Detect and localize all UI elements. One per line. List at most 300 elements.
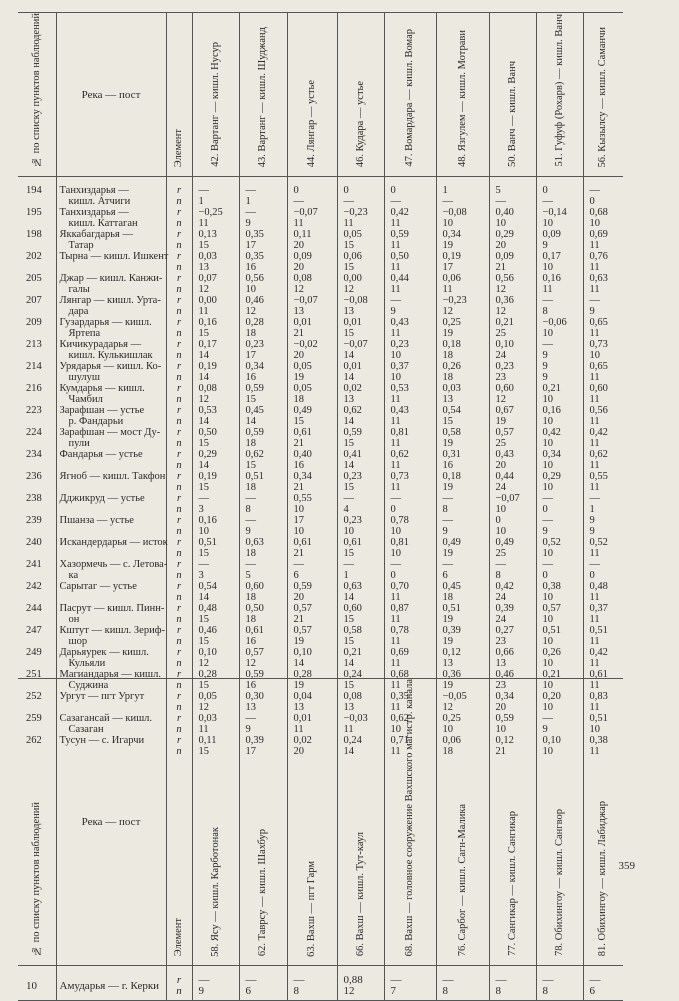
value-cell: 12 — [489, 306, 536, 317]
value-cell: 0,02 — [287, 735, 337, 746]
value-cell: 0,76 — [583, 251, 623, 262]
value-cell: 19 — [436, 328, 489, 339]
value-cell: 14 — [192, 372, 239, 383]
element-cell: r — [166, 735, 192, 746]
element-cell: r — [166, 317, 192, 328]
value-cell: 10 — [489, 504, 536, 515]
value-cell: 0,34 — [489, 691, 536, 702]
value-cell: — — [239, 185, 287, 196]
element-cell: n — [166, 724, 192, 735]
value-cell: −0,07 — [287, 207, 337, 218]
header-num: № по списку пунктов наблюдений — [18, 13, 56, 177]
value-cell: 0,60 — [489, 383, 536, 394]
value-cell: 0,03 — [192, 251, 239, 262]
value-cell: 0,59 — [337, 427, 384, 438]
value-cell: 9 — [536, 372, 583, 383]
value-cell: 10 — [489, 724, 536, 735]
header-station: 66. Вахш — кишл. Тут-каул — [337, 679, 384, 966]
table-row — [18, 504, 623, 515]
value-cell: 0,54 — [192, 581, 239, 592]
value-cell: 0,06 — [436, 735, 489, 746]
value-cell: 12 — [192, 658, 239, 669]
value-cell: 9 — [583, 515, 623, 526]
value-cell: 18 — [436, 746, 489, 757]
value-cell: 11 — [192, 306, 239, 317]
river-post: Сарытаг — устье — [56, 581, 166, 592]
value-cell: — 8 — [489, 972, 536, 1001]
row-number — [18, 262, 56, 273]
row-number: 251 — [26, 669, 42, 681]
value-cell: — — [583, 185, 623, 196]
table-row — [18, 548, 623, 559]
row-number — [18, 350, 56, 361]
element-cell: n — [166, 592, 192, 603]
value-cell: 11 — [287, 724, 337, 735]
river-post: Кичикурадарья — — [56, 339, 166, 350]
table-row — [18, 526, 623, 537]
value-cell: 0,56 — [489, 273, 536, 284]
value-cell: 0,01 — [287, 317, 337, 328]
value-cell: 15 — [192, 548, 239, 559]
value-cell: 10 — [536, 548, 583, 559]
value-cell: 0,55 — [287, 493, 337, 504]
row-number: 10 — [18, 972, 56, 1001]
value-cell: 11 — [583, 240, 623, 251]
value-cell: — 6 — [239, 972, 287, 1001]
value-cell: 0,59 — [384, 229, 436, 240]
element-cell: r — [166, 713, 192, 724]
value-cell: 0,03 — [192, 713, 239, 724]
header-station: 58. Ясу — кишл. Карботонак — [192, 679, 239, 966]
value-cell: 0,29 — [192, 449, 239, 460]
value-cell: 9 — [583, 526, 623, 537]
value-cell: 14 — [192, 350, 239, 361]
element-cell: r — [166, 581, 192, 592]
value-cell: 25 — [489, 328, 536, 339]
table-row — [18, 471, 623, 482]
value-cell: 20 — [287, 350, 337, 361]
value-cell: 13 — [489, 658, 536, 669]
value-cell: 12 — [192, 702, 239, 713]
value-cell: 0,48 — [583, 581, 623, 592]
value-cell: 20 — [287, 592, 337, 603]
table-row — [18, 240, 623, 251]
value-cell: 11 — [384, 614, 436, 625]
value-cell: 9 — [583, 306, 623, 317]
value-cell: 24 — [489, 350, 536, 361]
value-cell: — — [536, 713, 583, 724]
header-station: 56. Кызылсу — кишл. Саманчи — [583, 13, 623, 177]
element-cell: r — [166, 537, 192, 548]
value-cell: 13 — [436, 658, 489, 669]
river-post: кишл. Каттаган — [56, 218, 166, 229]
header-element: Элемент — [166, 13, 192, 177]
table-row — [18, 614, 623, 625]
value-cell: 0 — [489, 515, 536, 526]
value-cell: 11 — [192, 218, 239, 229]
value-cell: 0,68 — [384, 669, 436, 680]
table-row — [18, 339, 623, 350]
value-cell: 0,21 — [489, 317, 536, 328]
value-cell: — — [536, 493, 583, 504]
value-cell: 11 — [337, 724, 384, 735]
value-cell: 10 — [583, 724, 623, 735]
value-cell: 20 — [489, 240, 536, 251]
value-cell: 0,30 — [239, 691, 287, 702]
value-cell: 16 — [239, 262, 287, 273]
value-cell: 11 — [192, 724, 239, 735]
value-cell: 11 — [287, 218, 337, 229]
row-number: 238 — [26, 493, 42, 505]
value-cell: −0,08 — [436, 207, 489, 218]
value-cell: 20 — [287, 240, 337, 251]
value-cell: 16 — [436, 460, 489, 471]
element-cell: r — [166, 185, 192, 196]
value-cell: 11 — [583, 680, 623, 691]
value-cell: 0,05 — [337, 229, 384, 240]
value-cell: 9 — [536, 350, 583, 361]
value-cell: 0,61 — [239, 625, 287, 636]
value-cell: 0,59 — [239, 669, 287, 680]
row-number: 262 — [26, 735, 42, 747]
element-cell: r — [166, 251, 192, 262]
value-cell: 14 — [192, 592, 239, 603]
value-cell: 0,26 — [436, 361, 489, 372]
row-number: 216 — [26, 383, 42, 395]
river-post — [56, 548, 166, 559]
river-post: Дарьяурек — кишл. — [56, 647, 166, 658]
value-cell: 15 — [192, 614, 239, 625]
value-cell: 8 — [239, 504, 287, 515]
element-cell: n — [166, 570, 192, 581]
value-cell: — — [192, 559, 239, 570]
value-cell: 0,62 — [384, 713, 436, 724]
value-cell: 0,08 — [337, 691, 384, 702]
row-number: 198 — [26, 229, 42, 241]
value-cell: 0,11 — [192, 735, 239, 746]
value-cell: 0,29 — [536, 471, 583, 482]
correlation-table-top — [18, 12, 623, 757]
value-cell: 11 — [583, 482, 623, 493]
value-cell: 0,43 — [384, 405, 436, 416]
value-cell: 0,09 — [489, 251, 536, 262]
table-body — [18, 185, 623, 757]
element-cell: n — [166, 526, 192, 537]
value-cell: 0,65 — [583, 361, 623, 372]
element-cell: n — [166, 372, 192, 383]
river-post: Суджина — [56, 680, 166, 691]
value-cell: 0,81 — [384, 427, 436, 438]
value-cell: 0,00 — [192, 295, 239, 306]
river-post: Зарафшан — устье — [56, 405, 166, 416]
element-cell: n — [166, 548, 192, 559]
value-cell: 0,36 — [489, 295, 536, 306]
value-cell: 0,46 — [192, 625, 239, 636]
value-cell: 8 — [489, 570, 536, 581]
row-number: 234 — [26, 449, 42, 461]
value-cell: 14 — [287, 658, 337, 669]
value-cell: 15 — [192, 438, 239, 449]
value-cell: 0,70 — [384, 581, 436, 592]
header-station: 50. Ванч — кишл. Ванч — [489, 13, 536, 177]
value-cell: 0,48 — [192, 603, 239, 614]
header-river: Река — пост — [56, 13, 166, 177]
value-cell: 0,45 — [239, 405, 287, 416]
value-cell: 0,23 — [489, 361, 536, 372]
value-cell: — — [436, 515, 489, 526]
value-cell: — — [436, 559, 489, 570]
element-cell: n — [166, 218, 192, 229]
table-row — [18, 438, 623, 449]
value-cell: — — [489, 196, 536, 207]
value-cell: 13 — [239, 702, 287, 713]
table-row — [18, 603, 623, 614]
value-cell: 11 — [436, 284, 489, 295]
value-cell: 14 — [192, 416, 239, 427]
value-cell: 0,38 — [536, 581, 583, 592]
river-post — [56, 504, 166, 515]
element-cell: r — [166, 427, 192, 438]
value-cell: — 8 — [287, 972, 337, 1001]
row-number: 249 — [26, 647, 42, 659]
value-cell: 15 — [337, 636, 384, 647]
value-cell: 1 — [192, 196, 239, 207]
value-cell: 15 — [337, 614, 384, 625]
value-cell: 0,21 — [536, 669, 583, 680]
value-cell: 0,17 — [536, 251, 583, 262]
river-post: Ягноб — кишл. Такфон — [56, 471, 166, 482]
river-post: Ургут — пгт Ургут — [56, 691, 166, 702]
value-cell: 8 — [436, 504, 489, 515]
value-cell: 14 — [337, 460, 384, 471]
row-number — [18, 614, 56, 625]
value-cell: 0,00 — [337, 273, 384, 284]
value-cell: 0,58 — [337, 625, 384, 636]
value-cell: 11 — [583, 548, 623, 559]
value-cell: 10 — [536, 746, 583, 757]
value-cell: 16 — [287, 460, 337, 471]
value-cell: 13 — [192, 262, 239, 273]
element-cell: n — [166, 746, 192, 757]
value-cell: 11 — [384, 328, 436, 339]
value-cell: 0,31 — [436, 449, 489, 460]
value-cell: 0,49 — [489, 537, 536, 548]
value-cell: 0,25 — [436, 317, 489, 328]
value-cell: 10 — [384, 724, 436, 735]
value-cell: 0,62 — [337, 405, 384, 416]
river-post: Магиандарья — кишл. — [56, 669, 166, 680]
value-cell: 0,12 — [436, 647, 489, 658]
row-number — [18, 328, 56, 339]
river-post: Джар — кишл. Канжи- — [56, 273, 166, 284]
value-cell: 13 — [287, 702, 337, 713]
value-cell: 10 — [384, 548, 436, 559]
element-cell: n — [166, 680, 192, 691]
value-cell: 0,25 — [436, 713, 489, 724]
value-cell: 11 — [583, 460, 623, 471]
value-cell: 18 — [436, 350, 489, 361]
value-cell: 10 — [489, 218, 536, 229]
value-cell: 0,49 — [287, 405, 337, 416]
value-cell: 0,66 — [489, 647, 536, 658]
value-cell: −0,23 — [436, 295, 489, 306]
river-post: Дджикруд — устье — [56, 493, 166, 504]
value-cell: 18 — [239, 482, 287, 493]
value-cell: 10 — [536, 416, 583, 427]
value-cell: 9 — [436, 526, 489, 537]
table-row — [18, 972, 623, 1001]
value-cell: — — [583, 493, 623, 504]
header-river: Река — пост — [56, 679, 166, 966]
value-cell: 14 — [337, 372, 384, 383]
value-cell: 13 — [337, 702, 384, 713]
value-cell: 15 — [337, 438, 384, 449]
row-number: 205 — [26, 273, 42, 285]
value-cell: 10 — [536, 438, 583, 449]
value-cell: 9 — [536, 240, 583, 251]
value-cell: 0,51 — [192, 537, 239, 548]
value-cell: 0,11 — [287, 229, 337, 240]
header-station: 47. Вомардара — кишл. Вомар — [384, 13, 436, 177]
value-cell: 0,37 — [384, 361, 436, 372]
value-cell: 15 — [337, 328, 384, 339]
value-cell: 9 — [384, 306, 436, 317]
header-station: 62. Таврсу — кишл. Шахбур — [239, 679, 287, 966]
value-cell: 11 — [583, 746, 623, 757]
value-cell: 18 — [239, 438, 287, 449]
value-cell: 0,06 — [337, 251, 384, 262]
value-cell: 0,21 — [337, 647, 384, 658]
row-number: 224 — [26, 427, 42, 439]
value-cell: 0 — [287, 185, 337, 196]
value-cell: 0,10 — [489, 339, 536, 350]
page-number: 359 — [618, 860, 635, 872]
value-cell: 0,12 — [489, 735, 536, 746]
value-cell: 12 — [192, 394, 239, 405]
value-cell: 0 — [536, 185, 583, 196]
value-cell: 0,34 — [239, 361, 287, 372]
value-cell: 15 — [239, 394, 287, 405]
value-cell: 0,69 — [384, 647, 436, 658]
value-cell: 14 — [337, 592, 384, 603]
row-number: 194 — [26, 185, 42, 197]
value-cell: 24 — [489, 614, 536, 625]
value-cell: 0,57 — [287, 603, 337, 614]
value-cell: 18 — [239, 614, 287, 625]
value-cell: 0,21 — [536, 383, 583, 394]
element-cell: r — [166, 449, 192, 460]
value-cell: 0 — [536, 504, 583, 515]
value-cell: — — [436, 196, 489, 207]
value-cell: — — [287, 196, 337, 207]
value-cell: 10 — [536, 592, 583, 603]
value-cell: 12 — [287, 284, 337, 295]
value-cell: 0,28 — [239, 317, 287, 328]
value-cell: 0,05 — [287, 361, 337, 372]
row-number: 240 — [26, 537, 42, 549]
header-station: 81. Обихингоу — кишл. Лабиджар — [583, 679, 623, 966]
value-cell: 11 — [583, 372, 623, 383]
element-cell: n — [166, 702, 192, 713]
row-number — [18, 592, 56, 603]
value-cell: 0,06 — [436, 273, 489, 284]
header-station: 44. Лянгар — устье — [287, 13, 337, 177]
value-cell: 12 — [436, 306, 489, 317]
value-cell: — 8 — [536, 972, 583, 1001]
value-cell: 13 — [287, 306, 337, 317]
value-cell: 12 — [239, 658, 287, 669]
value-cell: 11 — [583, 328, 623, 339]
value-cell: 0,43 — [489, 449, 536, 460]
value-cell: 25 — [489, 548, 536, 559]
row-number: 236 — [26, 471, 42, 483]
value-cell: 0 — [337, 185, 384, 196]
value-cell: 0,36 — [436, 669, 489, 680]
value-cell: 0,45 — [436, 581, 489, 592]
value-cell: 0,09 — [536, 229, 583, 240]
value-cell: 0 — [583, 196, 623, 207]
value-cell: 0,69 — [583, 229, 623, 240]
table-row — [18, 284, 623, 295]
value-cell: 0,29 — [489, 229, 536, 240]
value-cell: 14 — [192, 460, 239, 471]
river-post: Танхиздарья — — [56, 207, 166, 218]
value-cell: 0,51 — [583, 713, 623, 724]
value-cell: 19 — [287, 372, 337, 383]
table-row — [18, 394, 623, 405]
value-cell: 20 — [489, 460, 536, 471]
row-number: 239 — [26, 515, 42, 527]
value-cell: 0,09 — [287, 251, 337, 262]
value-cell: 15 — [337, 482, 384, 493]
value-cell: — — [384, 295, 436, 306]
value-cell: 1 — [239, 196, 287, 207]
value-cell: 17 — [239, 746, 287, 757]
row-number — [18, 504, 56, 515]
value-cell: 19 — [436, 548, 489, 559]
value-cell: 0,01 — [337, 317, 384, 328]
element-cell: n — [166, 438, 192, 449]
value-cell: 0,35 — [384, 691, 436, 702]
value-cell: 0,10 — [192, 647, 239, 658]
element-cell: r — [166, 647, 192, 658]
value-cell: 11 — [384, 658, 436, 669]
header-station: 77. Сангикар — кишл. Сангикар — [489, 679, 536, 966]
value-cell: 10 — [192, 526, 239, 537]
value-cell: 0,61 — [337, 537, 384, 548]
value-cell: — — [384, 493, 436, 504]
value-cell: 16 — [239, 680, 287, 691]
table-row — [18, 625, 623, 636]
value-cell: 0,59 — [239, 383, 287, 394]
river-post: кишл. Кулькишлак — [56, 350, 166, 361]
element-cell: n — [166, 350, 192, 361]
row-number — [18, 460, 56, 471]
value-cell: 10 — [536, 658, 583, 669]
value-cell: 21 — [489, 262, 536, 273]
value-cell: 12 — [192, 284, 239, 295]
value-cell: 0,62 — [239, 449, 287, 460]
value-cell: 11 — [384, 680, 436, 691]
river-post: дара — [56, 306, 166, 317]
value-cell: 21 — [489, 746, 536, 757]
value-cell: 11 — [384, 394, 436, 405]
value-cell: 0,68 — [583, 207, 623, 218]
river-post: Яртепа — [56, 328, 166, 339]
value-cell: 14 — [337, 746, 384, 757]
table-row — [18, 361, 623, 372]
value-cell: 19 — [436, 636, 489, 647]
